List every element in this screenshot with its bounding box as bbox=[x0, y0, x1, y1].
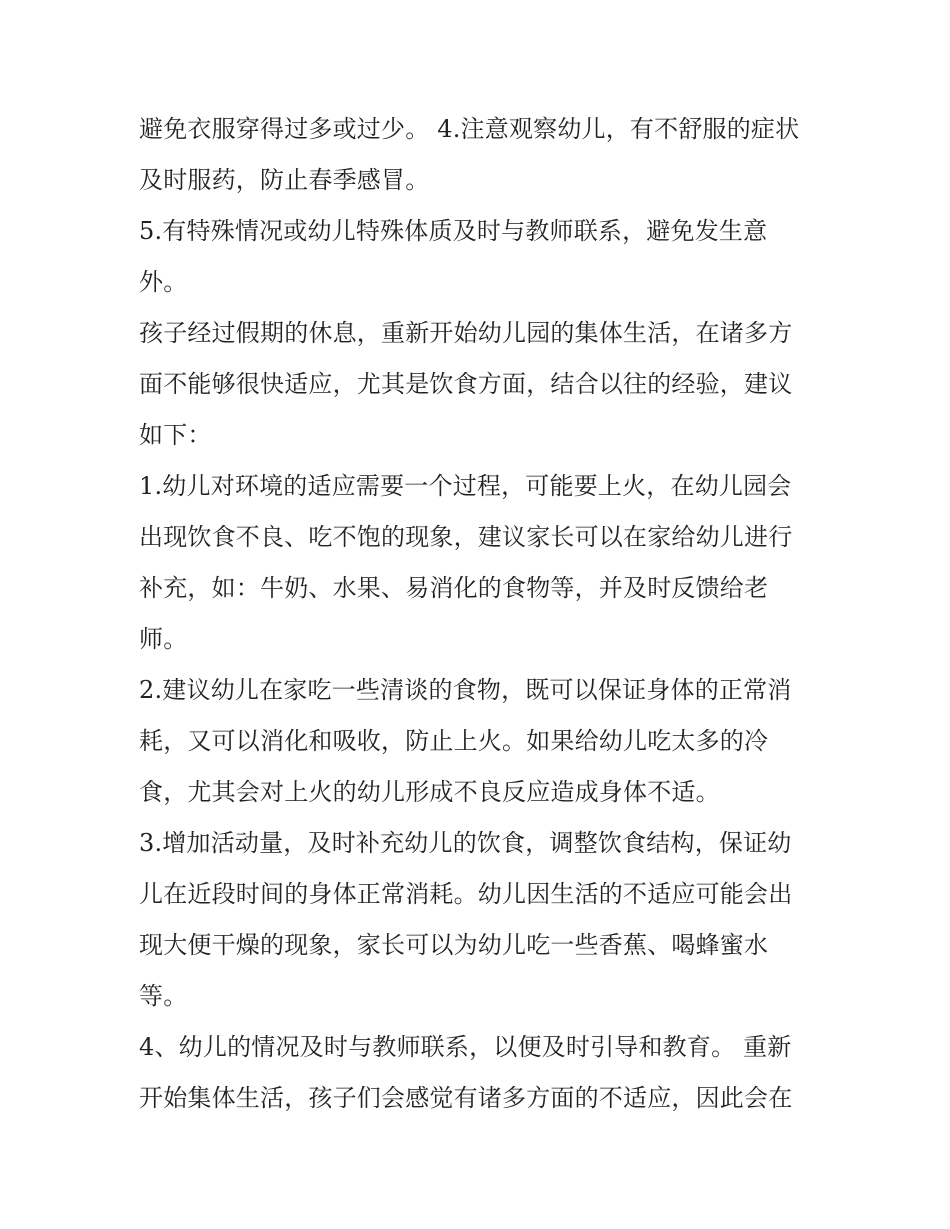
text-line: 补充，如：牛奶、水果、易消化的食物等，并及时反馈给老 bbox=[139, 574, 769, 602]
text-line: 师。 bbox=[139, 625, 188, 653]
text-line: 如下： bbox=[139, 421, 212, 449]
text-line: 及时服药，防止春季感冒。 bbox=[139, 166, 430, 194]
text-line: 等。 bbox=[139, 982, 188, 1010]
text-line: 耗，又可以消化和吸收，防止上火。如果给幼儿吃太多的冷 bbox=[139, 727, 769, 755]
text-line: 现大便干燥的现象，家长可以为幼儿吃一些香蕉、喝蜂蜜水 bbox=[139, 931, 769, 959]
document-body bbox=[139, 104, 819, 1124]
text-line: 5.有特殊情况或幼儿特殊体质及时与教师联系，避免发生意 bbox=[139, 217, 768, 245]
text-line: 面不能够很快适应，尤其是饮食方面，结合以往的经验，建议 bbox=[139, 370, 793, 398]
text-line: 3.增加活动量，及时补充幼儿的饮食，调整饮食结构，保证幼 bbox=[139, 829, 792, 857]
text-line: 儿在近段时间的身体正常消耗。幼儿因生活的不适应可能会出 bbox=[139, 880, 793, 908]
text-line: 2.建议幼儿在家吃一些清谈的食物，既可以保证身体的正常消 bbox=[139, 676, 792, 704]
text-line: 外。 bbox=[139, 268, 188, 296]
text-line: 避免衣服穿得过多或过少。 4.注意观察幼儿，有不舒服的症状 bbox=[139, 115, 800, 143]
text-line: 1.幼儿对环境的适应需要一个过程，可能要上火，在幼儿园会 bbox=[139, 472, 792, 500]
text-line: 孩子经过假期的休息，重新开始幼儿园的集体生活，在诸多方 bbox=[139, 319, 793, 347]
text-line: 4、幼儿的情况及时与教师联系，以便及时引导和教育。 重新 bbox=[139, 1033, 792, 1061]
text-line: 开始集体生活，孩子们会感觉有诸多方面的不适应，因此会在 bbox=[139, 1084, 793, 1112]
text-line: 食，尤其会对上火的幼儿形成不良反应造成身体不适。 bbox=[139, 778, 720, 806]
text-line: 出现饮食不良、吃不饱的现象，建议家长可以在家给幼儿进行 bbox=[139, 523, 793, 551]
